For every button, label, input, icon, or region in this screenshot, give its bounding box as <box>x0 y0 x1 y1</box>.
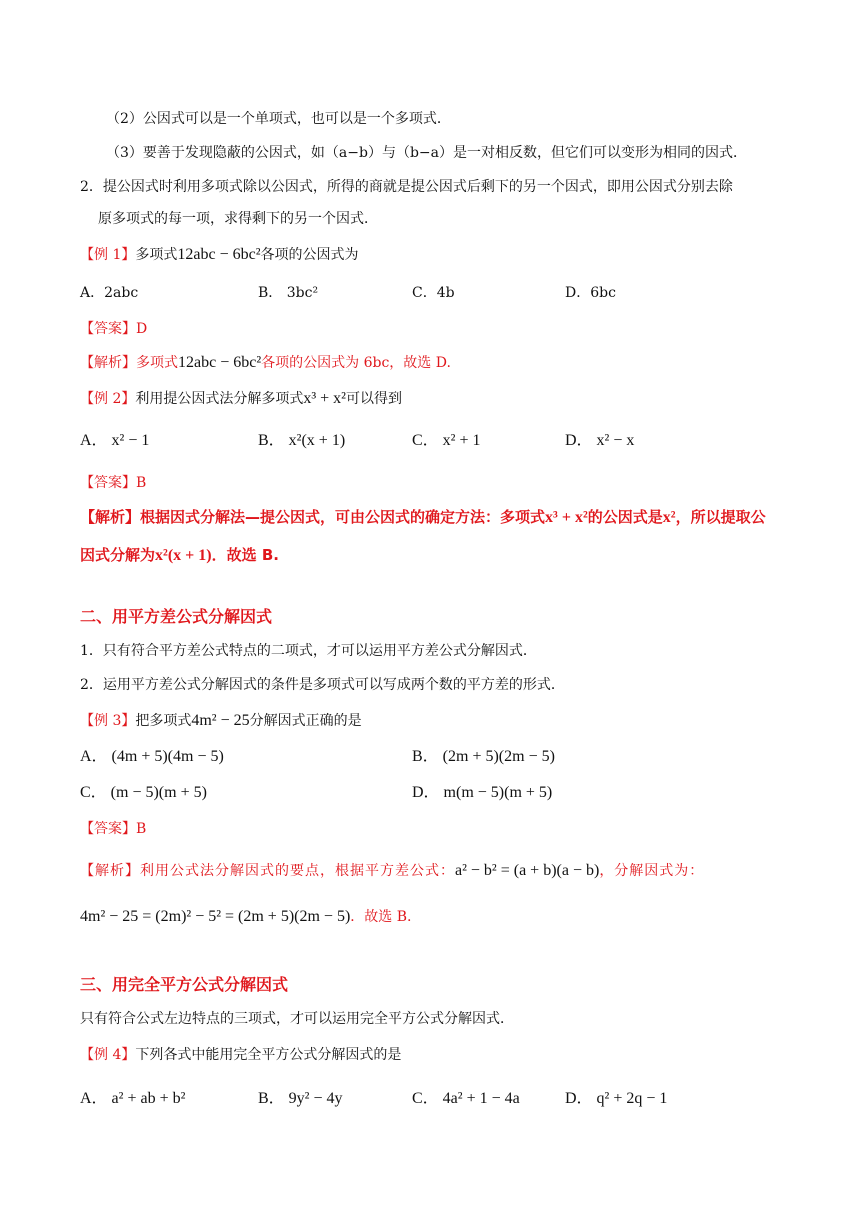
example-2-tag: 【例 2】 <box>80 391 136 407</box>
example-1-tag: 【例 1】 <box>80 247 136 263</box>
example-2-expression: x³ + x² <box>303 390 346 407</box>
example-4-option-b: B． 9y² − 4y <box>258 1090 343 1107</box>
example-3-option-b: B． (2m + 5)(2m − 5) <box>412 748 555 765</box>
example-1-answer: 【答案】D <box>80 321 148 337</box>
section-3-point-1: 只有符合公式左边特点的三项式，才可以运用完全平方公式分解因式． <box>80 1011 514 1027</box>
example-4-tag: 【例 4】 <box>80 1047 136 1063</box>
example-3-question: 【例 3】把多项式4m² − 25分解因式正确的是 <box>80 712 362 729</box>
example-4-question: 【例 4】下列各式中能用完全平方公式分解因式的是 <box>80 1047 402 1063</box>
example-1-option-d: D．6bc <box>565 285 616 301</box>
example-3-option-d: D． m(m − 5)(m + 5) <box>412 784 553 801</box>
example-2-option-d: D． x² − x <box>565 432 635 449</box>
example-4-option-c: C． 4a² + 1 − 4a <box>412 1090 520 1107</box>
example-3-analysis-line1: 【解析】利用公式法分解因式的要点，根据平方差公式：a² − b² = (a + b)(a − b)，分解因式为： <box>80 862 705 879</box>
example-2-option-b: B． x²(x + 1) <box>258 432 346 449</box>
example-1-expression: 12abc − 6bc² <box>177 246 261 263</box>
example-1-analysis: 【解析】多项式12abc − 6bc²各项的公因式为 6bc，故选 D. <box>80 354 451 371</box>
example-1-question: 【例 1】多项式12abc − 6bc²各项的公因式为 <box>80 246 359 263</box>
example-2-question: 【例 2】利用提公因式法分解多项式x³ + x²可以得到 <box>80 390 402 407</box>
example-3-option-c: C． (m − 5)(m + 5) <box>80 784 207 801</box>
example-2-analysis-line1: 【解析】根据因式分解法—提公因式，可由公因式的确定方法：多项式x³ + x²的公因式是x²，所以提取公 <box>80 508 766 526</box>
example-2-option-a: A． x² − 1 <box>80 432 150 449</box>
intro-point-3: （3）要善于发现隐蔽的公因式，如（a−b）与（b−a）是一对相反数，但它们可以变形为相同的因式． <box>106 145 747 161</box>
example-4-option-d: D． q² + 2q − 1 <box>565 1090 668 1107</box>
example-1-option-a: A．2abc <box>80 285 139 301</box>
section-2-point-2: 2．运用平方差公式分解因式的条件是多项式可以写成两个数的平方差的形式． <box>80 677 565 693</box>
example-2-analysis-line2: 因式分解为x²(x + 1)．故选 B. <box>80 546 279 564</box>
section-2-title: 二、用平方差公式分解因式 <box>80 607 273 626</box>
example-3-option-a: A． (4m + 5)(4m − 5) <box>80 748 224 765</box>
example-3-tag: 【例 3】 <box>80 713 136 729</box>
example-1-option-b: B． 3bc² <box>258 285 319 301</box>
example-1-option-c: C．4b <box>412 285 455 301</box>
intro-point-4-line2: 原多项式的每一项，求得剩下的另一个因式． <box>98 211 378 227</box>
example-3-answer: 【答案】B <box>80 821 147 837</box>
intro-point-4-line1: 2．提公因式时利用多项式除以公因式，所得的商就是提公因式后剩下的另一个因式，即用公因式分别去除 <box>80 179 733 195</box>
example-2-option-c: C． x² + 1 <box>412 432 481 449</box>
intro-point-2: （2）公因式可以是一个单项式，也可以是一个多项式． <box>106 111 451 127</box>
example-3-expression: 4m² − 25 <box>191 712 250 729</box>
example-2-answer: 【答案】B <box>80 475 147 491</box>
example-3-analysis-line2: 4m² − 25 = (2m)² − 5² = (2m + 5)(2m − 5)．故选 B. <box>80 908 412 925</box>
example-4-option-a: A． a² + ab + b² <box>80 1090 186 1107</box>
section-2-point-1: 1．只有符合平方差公式特点的二项式，才可以运用平方差公式分解因式． <box>80 643 537 659</box>
section-3-title: 三、用完全平方公式分解因式 <box>80 975 289 994</box>
